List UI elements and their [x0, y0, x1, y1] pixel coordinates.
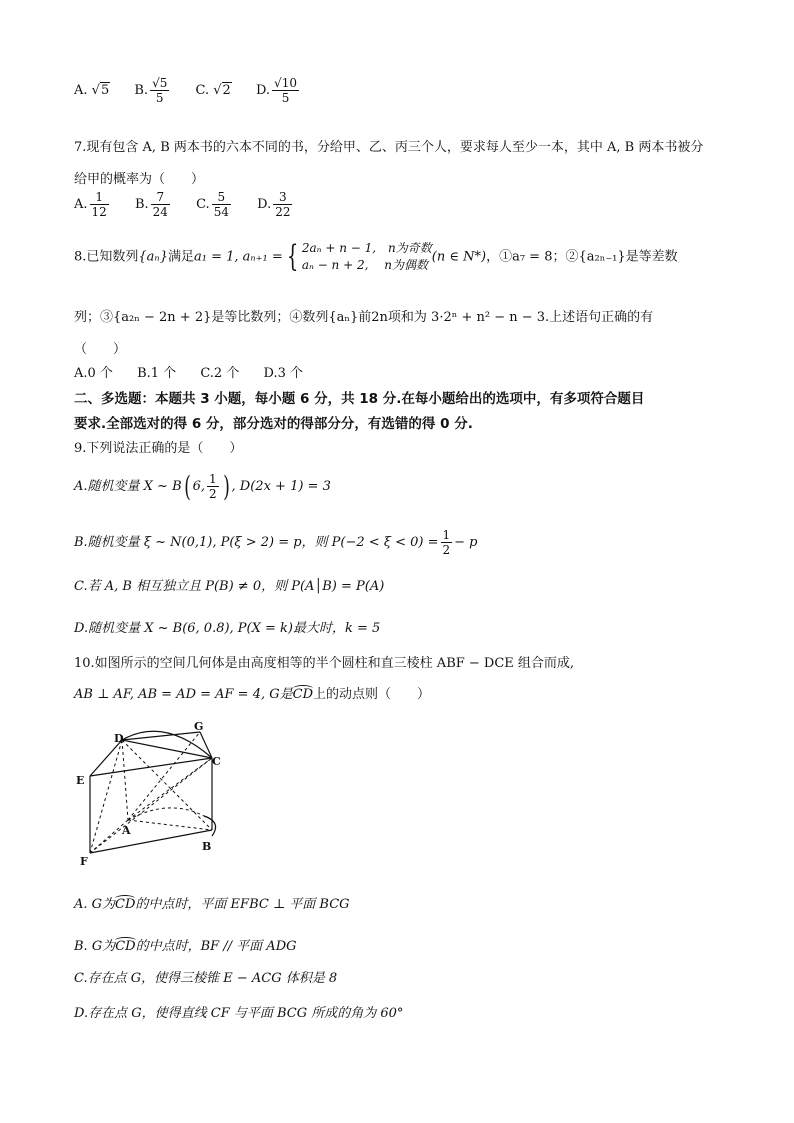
edge-fb	[90, 830, 212, 853]
fraction-den: 54	[213, 205, 229, 219]
label-b: B	[202, 840, 212, 853]
option-b: B.1 个	[137, 366, 177, 381]
option-label: D.	[257, 197, 272, 212]
fraction-num: 7	[151, 190, 170, 205]
statement-1-2: ，①a₇ = 8；②{a₂ₙ₋₁}是等差数	[486, 249, 678, 265]
arc-cd: CD	[292, 687, 314, 702]
fraction-num: 1	[208, 472, 217, 486]
option-label: C.	[196, 197, 210, 212]
right-paren: )	[222, 469, 230, 503]
sequence-symbol: {aₙ}	[138, 249, 168, 265]
q9-option-a	[74, 469, 331, 503]
option-label: D.	[255, 83, 271, 98]
q10b-prefix: B. G为	[74, 939, 116, 954]
q10-stem-end: 上的动点则（ ）	[313, 687, 431, 702]
fraction-num: √10	[274, 76, 297, 90]
q9a-prefix: A.随机变量 X ~ B	[74, 479, 182, 494]
q9-option-b	[74, 528, 478, 557]
q8-line3: （ ）	[74, 342, 127, 357]
q7-line1: 7.现有包含 A, B 两本书的六本不同的书，分给甲、乙、丙三个人，要求每人至少一本，其中 A, B 两本书被分	[74, 140, 704, 155]
edge-da	[122, 740, 128, 820]
edge-dc	[122, 740, 212, 758]
edge-fd	[90, 740, 122, 853]
q8-line1	[74, 240, 678, 274]
bottom-arc-end	[204, 816, 216, 836]
option-a: A.0 个	[74, 366, 113, 381]
fraction-num: 1	[90, 190, 109, 205]
q9-option-c: C.若 A, B 相互独立且 P(B) ≠ 0，则 P(A│B) = P(A)	[74, 579, 385, 594]
option-c: C.2 个	[200, 366, 240, 381]
fraction-den: 2	[208, 487, 217, 501]
q9b-prefix: B.随机变量 ξ ~ N(0,1), P(ξ > 2) = p，则 P(−2 < ξ < 0) =	[74, 535, 439, 550]
option-label: C.	[195, 83, 210, 98]
section2-line2: 要求.全部选对的得 6 分，部分选对的得部分分，有选错的得 0 分.	[74, 416, 473, 432]
edge-gc	[200, 732, 212, 758]
sqrt-value: 2	[222, 83, 231, 98]
left-brace: {	[286, 239, 299, 274]
arc-cd: CD	[115, 939, 136, 954]
option-label: B.	[134, 197, 149, 212]
fraction-den: 12	[91, 205, 107, 219]
q9b-suffix: − p	[454, 535, 478, 550]
q9a-n: 6,	[192, 479, 205, 494]
q8-line2: 列；③{a₂ₙ − 2n + 2}是等比数列；④数列{aₙ}前2n项和为 3·2ⁿ + n² − n − 3.上述语句正确的有	[74, 310, 654, 325]
q10-option-c: C.存在点 G，使得三棱锥 E − ACG 体积是 8	[74, 971, 338, 986]
section2-line1: 二、多选题：本题共 3 小题，每小题 6 分，共 18 分.在每小题给出的选项中，有多项符合题目	[74, 391, 645, 407]
q10b-suffix: 的中点时，BF // 平面 ADG	[135, 939, 297, 954]
fraction-den: 24	[152, 205, 168, 219]
case-odd: 2aₙ + n − 1, n为奇数	[301, 241, 432, 255]
fraction-num: 1	[442, 528, 451, 542]
edge-ec	[90, 758, 212, 776]
q7-line2: 给甲的概率为（ ）	[74, 172, 205, 187]
edge-fc	[90, 758, 212, 853]
q9a-variance: , D(2x + 1) = 3	[231, 479, 331, 494]
fraction-den: 22	[275, 205, 291, 219]
q10-conditions: AB ⊥ AF, AB = AD = AF = 4, G是	[74, 687, 293, 702]
edge-ab	[128, 820, 212, 830]
q8-options	[74, 362, 323, 381]
edge-dg	[122, 732, 200, 740]
q10-option-d: D.存在点 G，使得直线 CF 与平面 BCG 所成的角为 60°	[74, 1006, 404, 1021]
q10a-prefix: A. G为	[74, 897, 116, 912]
fraction-num: 3	[273, 190, 292, 205]
q7-options	[74, 190, 314, 219]
label-f: F	[80, 855, 88, 868]
q10-option-a	[74, 893, 350, 912]
q10a-suffix: 的中点时，平面 EFBC ⊥ 平面 BCG	[135, 897, 350, 912]
label-d: D	[114, 732, 124, 745]
q10-line2	[74, 683, 430, 702]
fraction-num: 5	[212, 190, 231, 205]
label-e: E	[76, 774, 85, 787]
sqrt-value: 5	[100, 83, 110, 98]
label-a: A	[122, 824, 131, 837]
label-c: C	[212, 755, 221, 768]
case-even: aₙ − n + 2, n为偶数	[301, 258, 428, 272]
label-g: G	[194, 720, 204, 733]
option-label: B.	[134, 83, 149, 98]
fraction-num: √5	[152, 76, 168, 90]
q6-options: A. √5 B. $\frac{√5}{5}$ C. √2 D. $\frac{√10}{5}$	[74, 76, 297, 105]
geometry-figure	[74, 718, 224, 868]
q9-option-d: D.随机变量 X ~ B(6, 0.8), P(X = k)最大时，k = 5	[74, 621, 381, 636]
initial-condition: a₁ = 1, aₙ₊₁ =	[193, 249, 283, 265]
q9-stem: 9.下列说法正确的是（ ）	[74, 441, 243, 456]
fraction-den: 5	[155, 91, 164, 105]
option-label: A.	[74, 83, 88, 98]
option-d: D.3 个	[263, 366, 303, 381]
q8-mid: 满足	[167, 249, 194, 265]
left-paren: (	[183, 469, 191, 503]
q8-prefix: 8.已知数列	[74, 249, 139, 265]
fraction-den: 5	[281, 91, 290, 105]
fraction-den: 2	[442, 543, 451, 557]
edge-ag	[128, 732, 200, 820]
option-label: A.	[74, 197, 88, 212]
q10-option-b	[74, 935, 297, 954]
piecewise-cases	[302, 240, 432, 274]
domain-condition: (n ∈ N*)	[431, 249, 487, 265]
arc-cd: CD	[115, 897, 136, 912]
q10-line1: 10.如图所示的空间几何体是由高度相等的半个圆柱和直三棱柱 ABF − DCE 组合而成,	[74, 656, 575, 671]
